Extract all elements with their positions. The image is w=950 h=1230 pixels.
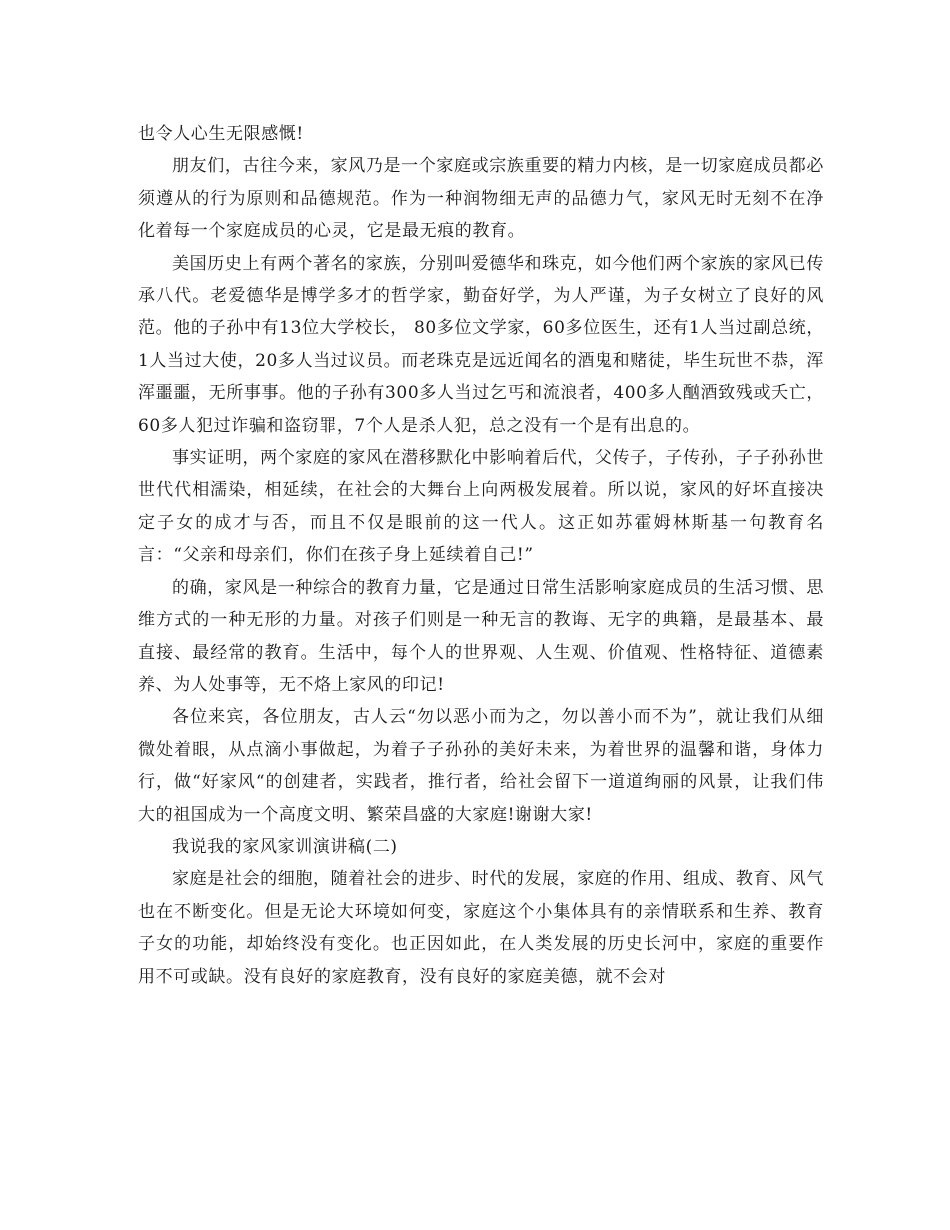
paragraph-family-style-core: 朋友们，古往今来，家风乃是一个家庭或宗族重要的精力内核，是一切家庭成员都必须遵从的行为原则和品德规范。作为一种润物细无声的品德力气，家风无时无刻不在净化着每一个家庭成员的心灵，它是最无痕的教育。 — [138, 156, 824, 242]
paragraph-two-families: 美国历史上有两个著名的家族，分别叫爱德华和珠克，如今他们两个家族的家风已传承八代。老爱德华是博学多才的哲学家，勤奋好学，为人严谨，为子女树立了良好的风范。他的子孙中有13位大学校长， 80多位文学家，60多位医生，还有1人当过副总统，1人当过大使，20多人当过议员。而老珠克是远近闻名的酒鬼和赌徒，毕生玩世不恭，浑浑噩噩，无所事事。他的子孙有300多人当过乞丐和流浪者，400多人酗酒致残或夭亡，60多人犯过诈骗和盗窃罪，7个人是杀人犯，总之没有一个是有出息的。 — [138, 253, 824, 436]
paragraph-continuation: 也令人心生无限感慨! — [138, 124, 304, 144]
paragraph-facts-prove: 事实证明，两个家庭的家风在潜移默化中影响着后代，父传子，子传孙，子子孙孙世世代代相濡染，相延续，在社会的大舞台上向两极发展着。所以说，家风的好坏直接决定子女的成才与否，而且不仅是眼前的这一代人。这正如苏霍姆林斯基一句教育名言：“父亲和母亲们，你们在孩子身上延续着自己!” — [138, 448, 824, 566]
paragraph-closing-remarks: 各位来宾，各位朋友，古人云“勿以恶小而为之，勿以善小而不为”，就让我们从细微处着眼，从点滴小事做起，为着子子孙孙的美好未来，为着世界的温馨和谐，身体力行，做“好家风“的创建者，实践者，推行者，给社会留下一道道绚丽的风景，让我们伟大的祖国成为一个高度文明、繁荣昌盛的大家庭!谢谢大家! — [138, 707, 824, 825]
paragraph-educational-power: 的确，家风是一种综合的教育力量，它是通过日常生活影响家庭成员的生活习惯、思维方式的一种无形的力量。对孩子们则是一种无言的教诲、无字的典籍，是最基本、最直接、最经常的教育。生活中，每个人的世界观、人生观、价值观、性格特征、道德素养、为人处事等，无不烙上家风的印记! — [138, 577, 824, 695]
paragraph-family-cell-of-society: 家庭是社会的细胞，随着社会的进步、时代的发展，家庭的作用、组成、教育、风气也在不断变化。但是无论大环境如何变，家庭这个小集体具有的亲情联系和生养、教育子女的功能，却始终没有变化。也正因如此，在人类发展的历史长河中，家庭的重要作用不可或缺。没有良好的家庭教育，没有良好的家庭美德，就不会对 — [138, 869, 824, 987]
section-heading-speech-two: 我说我的家风家训演讲稿(二) — [172, 836, 398, 857]
